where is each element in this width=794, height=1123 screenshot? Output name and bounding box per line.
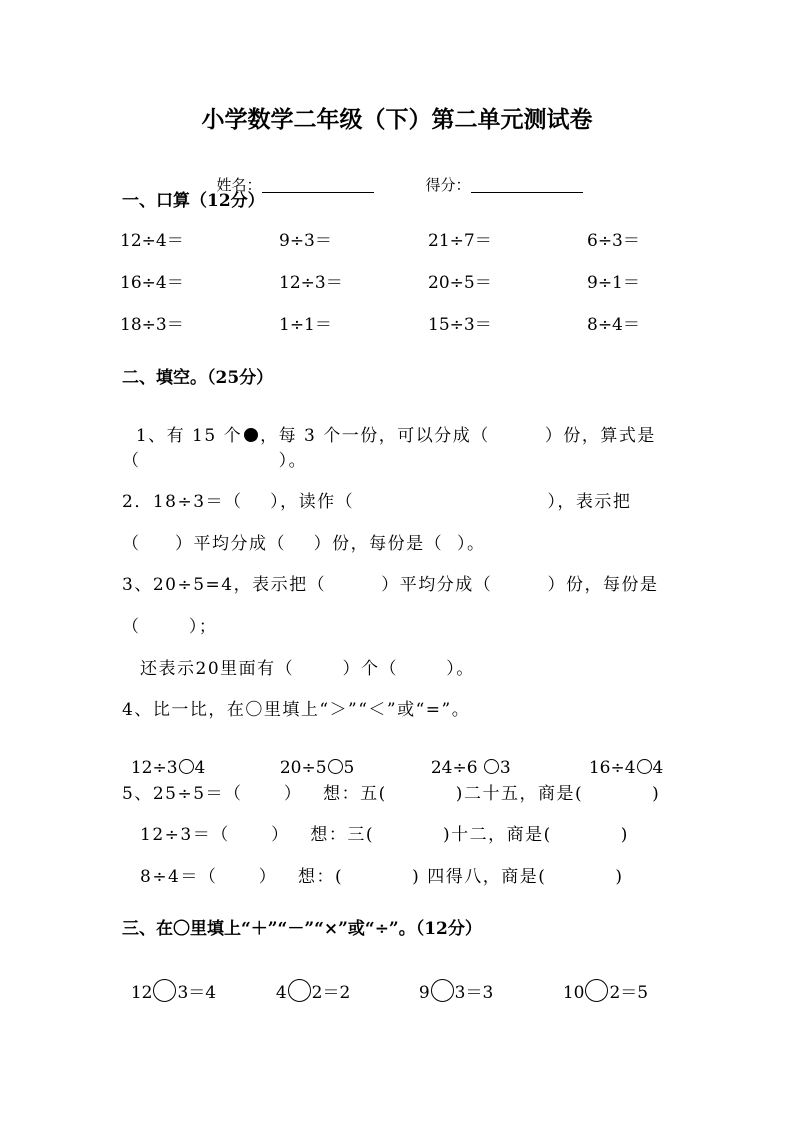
calc-item: 15÷3＝ — [428, 315, 492, 335]
calc-item: 9÷3＝ — [279, 231, 332, 251]
name-input-line[interactable] — [262, 175, 374, 193]
section1-heading: 一、口算（12分） — [122, 191, 265, 211]
calc-item: 6÷3＝ — [587, 231, 640, 251]
operator-item — [552, 962, 648, 1002]
q1-text-b: ，每 3 个一份，可以分成（ ）份，算式是 — [260, 426, 656, 446]
operator-right: 3＝3 — [454, 983, 494, 1003]
compare-item — [269, 742, 354, 777]
black-dot-icon — [244, 428, 258, 442]
q5-line1: 5、25÷5＝（ ） 想：五( )二十五，商是( ) — [122, 784, 661, 804]
q5-line2: 12÷3＝（ ） 想：三( )十二，商是( ) — [140, 825, 629, 845]
compare-right: 5 — [343, 758, 355, 778]
q1-text-a: 1、有 15 个 — [135, 426, 243, 446]
q5-line3: 8÷4＝（ ） 想：( ) 四得八，商是( ) — [140, 867, 624, 887]
operator-left: 12 — [130, 983, 153, 1003]
operator-left: 4 — [275, 983, 287, 1003]
section2-heading: 二、填空。（25分） — [122, 368, 274, 388]
compare-left: 12÷3 — [130, 758, 178, 778]
calc-item: 9÷1＝ — [587, 273, 640, 293]
q4-line: 4、比一比，在〇里填上“＞”“＜”或“=”。 — [122, 700, 471, 720]
page-title: 小学数学二年级（下）第二单元测试卷 — [201, 106, 593, 133]
circle-blank-icon[interactable] — [328, 759, 343, 774]
circle-blank-icon[interactable] — [153, 979, 176, 1002]
compare-left: 20÷5 — [279, 758, 327, 778]
q2-line2: （ ）平均分成（ ）份，每份是（ ）。 — [122, 534, 486, 554]
compare-item — [578, 742, 663, 777]
calc-item: 12÷3＝ — [279, 273, 343, 293]
circle-blank-icon[interactable] — [288, 979, 311, 1002]
calc-item: 12÷4＝ — [120, 231, 184, 251]
operator-left: 10 — [562, 983, 585, 1003]
operator-right: 2＝5 — [609, 983, 649, 1003]
circle-blank-icon[interactable] — [431, 979, 454, 1002]
circle-blank-icon[interactable] — [484, 759, 499, 774]
calc-item: 8÷4＝ — [587, 315, 640, 335]
operator-right: 3＝4 — [177, 983, 217, 1003]
q1-line2: （ ）。 — [122, 451, 308, 471]
compare-item — [420, 742, 511, 777]
compare-left: 16÷4 — [588, 758, 636, 778]
operator-item — [265, 962, 350, 1002]
calc-item: 20÷5＝ — [428, 273, 492, 293]
calc-item: 18÷3＝ — [120, 315, 184, 335]
section3-heading: 三、在〇里填上“＋”“－”“×”或“÷”。（12分） — [122, 919, 482, 939]
score-input-line[interactable] — [471, 175, 583, 193]
operator-right: 2＝2 — [311, 983, 351, 1003]
calc-item: 16÷4＝ — [120, 273, 184, 293]
score-field-row — [416, 160, 583, 193]
circle-blank-icon[interactable] — [585, 979, 608, 1002]
operator-item — [408, 962, 493, 1002]
q3-line3: 还表示20里面有（ ）个（ ）。 — [140, 659, 475, 679]
q3-line2: （ ）； — [122, 617, 218, 637]
operator-left: 9 — [418, 983, 430, 1003]
circle-blank-icon[interactable] — [637, 759, 652, 774]
compare-right: 3 — [499, 758, 511, 778]
compare-left: 24÷6 — [430, 758, 483, 778]
name-field-row — [207, 160, 374, 193]
q2-line1: 2．18÷3＝（ ），读作（ ），表示把 — [122, 492, 632, 512]
operator-item — [120, 962, 216, 1002]
calc-item: 21÷7＝ — [428, 231, 492, 251]
compare-right: 4 — [194, 758, 206, 778]
calc-item: 1÷1＝ — [279, 315, 332, 335]
score-label: 得分： — [425, 176, 471, 194]
compare-item — [120, 742, 205, 777]
q1-line1 — [122, 411, 656, 445]
circle-blank-icon[interactable] — [179, 759, 194, 774]
compare-right: 4 — [652, 758, 664, 778]
q3-line1: 3、20÷5=4，表示把（ ）平均分成（ ）份，每份是 — [122, 575, 659, 595]
name-label: 姓名： — [216, 176, 262, 194]
